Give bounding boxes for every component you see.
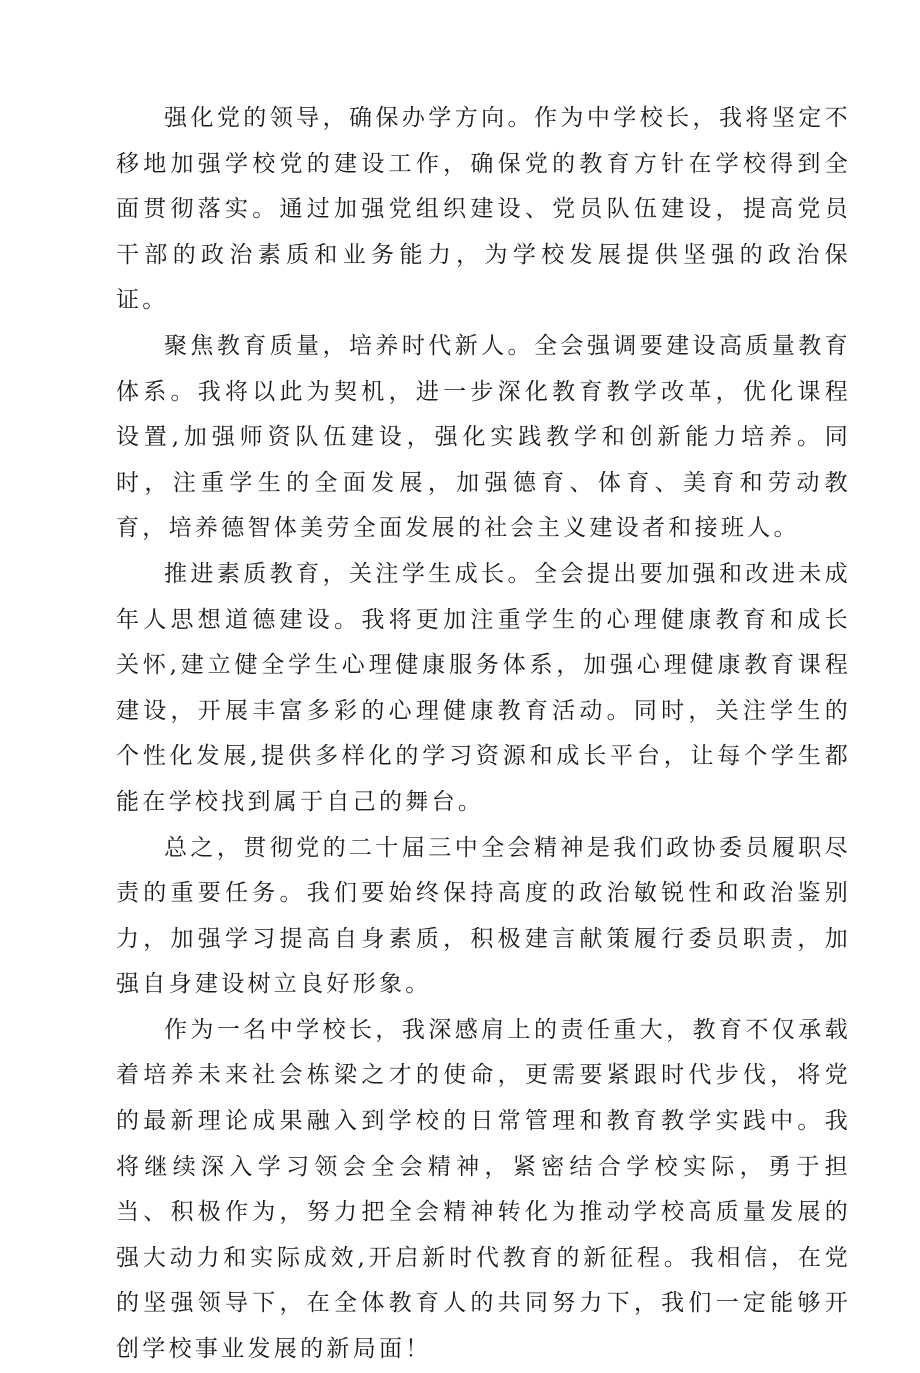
- paragraph-education-quality: 聚焦教育质量，培养时代新人。全会强调要建设高质量教育体系。我将以此为契机，进一步深化教育教学改革，优化课程设置,加强师资队伍建设，强化实践教学和创新能力培养。同时，注重学生的全面发展，加强德育、体育、美育和劳动教育，培养德智体美劳全面发展的社会主义建设者和接班人。: [116, 332, 851, 542]
- paragraph-quality-education: 推进素质教育，关注学生成长。全会提出要加强和改进未成年人思想道德建设。我将更加注重学生的心理健康教育和成长关怀,建立健全学生心理健康服务体系，加强心理健康教育课程建设，开展丰富多彩的心理健康教育活动。同时，关注学生的个性化发展,提供多样化的学习资源和成长平台，让每个学生都能在学校找到属于自己的舞台。: [116, 560, 851, 815]
- paragraph-summary: 总之，贯彻党的二十届三中全会精神是我们政协委员履职尽责的重要任务。我们要始终保持高度的政治敏锐性和政治鉴别力，加强学习提高自身素质，积极建言献策履行委员职责，加强自身建设树立良好形象。: [116, 834, 851, 998]
- document-page: [116, 96, 851, 1373]
- paragraph-conclusion: 作为一名中学校长，我深感肩上的责任重大，教育不仅承载着培养未来社会栋梁之才的使命，更需要紧跟时代步伐，将党的最新理论成果融入到学校的日常管理和教育教学实践中。我将继续深入学习领会全会精神，紧密结合学校实际，勇于担当、积极作为，努力把全会精神转化为推动学校高质量发展的强大动力和实际成效,开启新时代教育的新征程。我相信，在党的坚强领导下，在全体教育人的共同努力下，我们一定能够开创学校事业发展的新局面！: [116, 1016, 851, 1363]
- paragraph-party-leadership: 强化党的领导，确保办学方向。作为中学校长，我将坚定不移地加强学校党的建设工作，确保党的教育方针在学校得到全面贯彻落实。通过加强党组织建设、党员队伍建设，提高党员干部的政治素质和业务能力，为学校发展提供坚强的政治保证。: [116, 105, 851, 314]
